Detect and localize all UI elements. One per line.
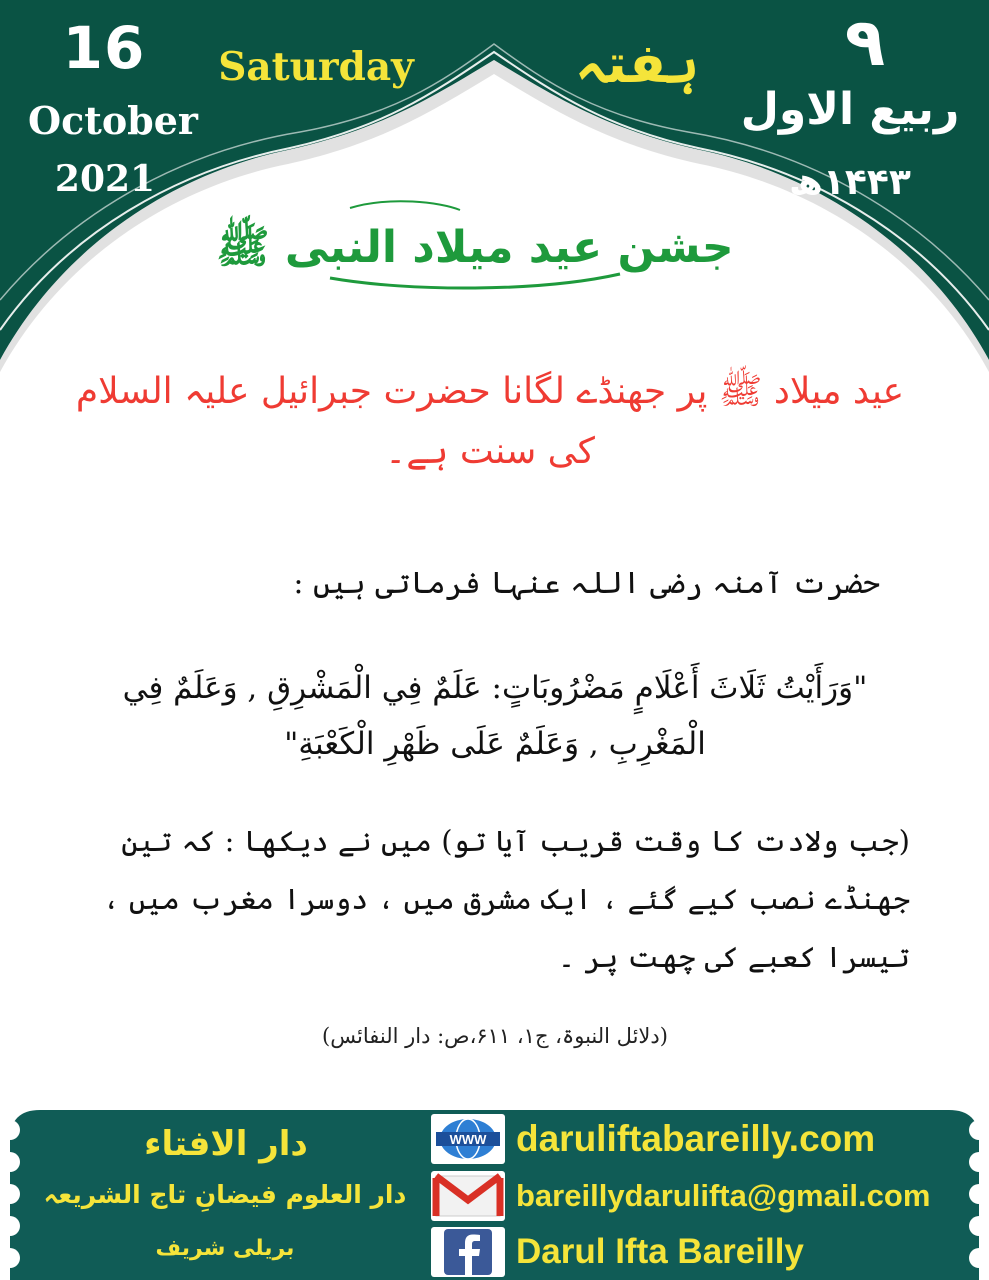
urdu-translation: (جب ولادت کا وقت قریب آیا تو) میں نے دیکھا : کہ تین جھنڈے نصب کیے گئے ، ایک مشرق میں ، دوسرا مغرب میں ، تیسرا کعبے کی چھت پر ۔ [102,824,910,974]
gregorian-day: 16 [62,14,146,82]
svg-text:WWW: WWW [449,1132,487,1147]
gmail-icon [430,1170,506,1222]
hijri-day: ۹ [844,4,886,81]
svg-text:جشن عید میلاد النبی ﷺ: جشن عید میلاد النبی ﷺ [216,222,734,273]
hijri-year: ۱۴۴۳ھ [789,162,911,203]
weekday-urdu: ہفتہ [574,32,700,95]
globe-www-icon [430,1113,506,1165]
email-link[interactable] [430,1170,930,1222]
facebook-link[interactable] [430,1226,804,1278]
institute-city: بریلی شریف [155,1236,295,1261]
facebook-icon [430,1226,506,1278]
facebook-text[interactable]: Darul Ifta Bareilly [516,1232,804,1271]
reference-citation: (دلائل النبوۃ، ج۱، ۶۱۱،ص: دار النفائس) [322,1024,668,1048]
headline: عید میلاد ﷺ پر جھنڈے لگانا حضرت جبرائیل علیہ السلام کی سنت ہے۔ [75,371,905,472]
intro-line: حضرت آمنہ رضی اللہ عنہا فرماتی ہیں : [293,566,880,601]
institute-name: دار الافتاء [144,1124,308,1164]
eid-milad-calligraphy-logo [216,188,734,298]
institute-subtitle: دار العلوم فیضانِ تاج الشریعہ [43,1180,407,1209]
gregorian-year: 2021 [54,158,156,200]
website-text[interactable]: daruliftabareilly.com [516,1118,876,1159]
hijri-month: ربیع الاول [740,84,960,135]
website-link[interactable] [430,1113,875,1165]
gregorian-month: October [28,98,198,143]
arabic-quote: "وَرَأَيْتُ ثَلَاثَ أَعْلَامٍ مَضْرُوبَاتٍ: عَلَمٌ فِي الْمَشْرِقِ , وَعَلَمٌ فِي الْمَغْرِبِ , وَعَلَمٌ عَلَى ظَهْرِ الْكَعْبَةِ" [122,670,868,762]
email-text[interactable]: bareillydarulifta@gmail.com [516,1178,931,1213]
weekday-english: Saturday [218,44,414,90]
